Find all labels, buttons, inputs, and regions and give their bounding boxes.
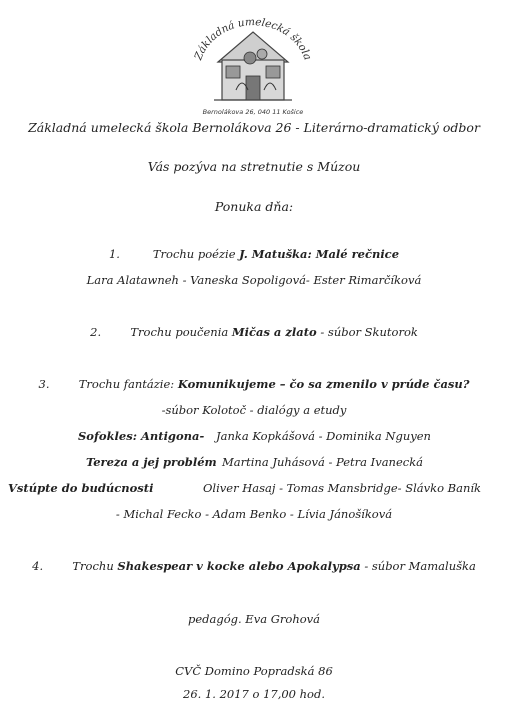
item-title: Komunikujeme – čo sa zmenilo v prúde času? [177,377,470,391]
school-logo [178,2,328,120]
program-item-1 [0,247,508,261]
program-item-4 [0,559,508,573]
invitation-line: Vás pozýva na stretnutie s Múzou [147,159,361,174]
scene-cast: Janka Kopkášová - Dominika Nguyen [216,429,431,443]
house-door [246,76,260,100]
item-tail: - súbor Skutorok [320,325,418,339]
scene-cast-continued: - Michal Fecko - Adam Benko - Lívia Jánošíková [115,507,393,521]
scene-title: Vstúpte do budúcnosti [8,481,154,495]
item-title: Mičas a zlato [231,325,317,339]
item-title: J. Matuška: Malé rečnice [239,247,400,261]
item-3-ensemble: -súbor Kolotoč - dialógy a etudy [161,403,347,417]
item-lead: Trochu poučenia [130,325,229,339]
program-item-3 [0,377,508,391]
teacher-line: pedagóg. Eva Grohová [187,612,321,626]
scene-title: Sofokles: Antigona- [78,429,205,443]
logo-address: Bernolákova 26, 040 11 Košice [202,108,304,116]
item-tail: - súbor Mamaluška [364,559,476,573]
datetime-line: 26. 1. 2017 o 17,00 hod. [183,687,325,701]
item-number: 2. [90,325,102,339]
school-header: Základná umelecká škola Bernolákova 26 - Literárno-dramatický odbor [28,120,480,135]
logo-mask-icon [257,49,267,59]
scene-cast: Oliver Hasaj - Tomas Mansbridge- Slávko Baník [203,481,482,495]
item-title: Shakespear v kocke alebo Apokalypsa [117,559,361,573]
item-number: 4. [32,559,44,573]
item-1-performers: Lara Alatawneh - Vaneska Sopoligová- Ester Rimarčíková [86,273,422,287]
logo-mask-icon [244,52,256,64]
scene-cast: Martina Juhásová - Petra Ivanecká [222,455,424,469]
scene-title: Tereza a jej problém [86,455,217,469]
house-window-left [226,66,240,78]
item-lead: Trochu [72,559,114,573]
house-window-right [266,66,280,78]
item-lead: Trochu poézie [152,247,236,261]
program-item-2 [0,325,508,339]
logo-arc-text: Základná umelecká škola [192,16,314,62]
item-lead: Trochu fantázie: [78,377,175,391]
venue-line: CVČ Domino Popradská 86 [175,664,333,678]
offer-heading: Ponuka dňa: [214,199,294,214]
item-number: 3. [38,377,50,391]
item-number: 1. [108,247,120,261]
